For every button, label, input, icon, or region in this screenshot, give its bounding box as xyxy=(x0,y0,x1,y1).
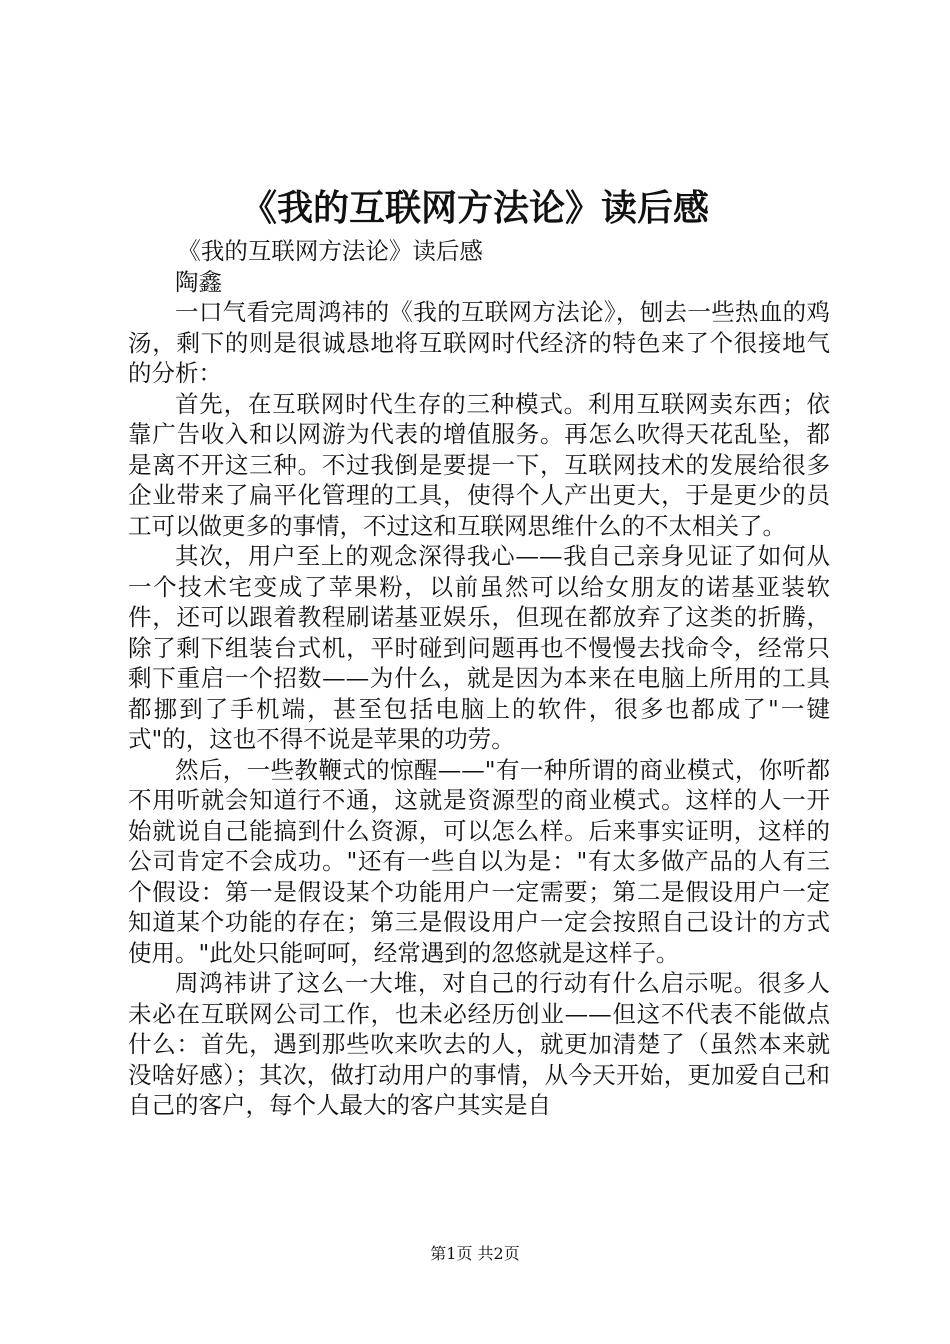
paragraph: 一口气看完周鸿祎的《我的互联网方法论》，刨去一些热血的鸡汤，剩下的则是很诚恳地将互联网时代经济的特色来了个很接地气的分析： xyxy=(128,298,830,387)
subtitle-line: 《我的互联网方法论》读后感 xyxy=(177,237,483,265)
document-title: 《我的互联网方法论》读后感 xyxy=(240,187,709,229)
document-body xyxy=(128,236,830,1121)
paragraph: 首先，在互联网时代生存的三种模式。利用互联网卖东西；依靠广告收入和以网游为代表的增值服务。再怎么吹得天花乱坠，都是离不开这三种。不过我倒是要提一下，互联网技术的发展给很多企业带来了扁平化管理的工具，使得个人产出更大，于是更少的员工可以做更多的事情，不过这和互联网思维什么的不太相关了。 xyxy=(128,389,830,540)
author-line: 陶鑫 xyxy=(175,267,222,296)
paragraph: 其次，用户至上的观念深得我心——我自己亲身见证了如何从一个技术宅变成了苹果粉，以前虽然可以给女朋友的诺基亚装软件，还可以跟着教程刷诺基亚娱乐，但现在都放弃了这类的折腾，除了剩下组装台式机，平时碰到问题再也不慢慢去找命令，经常只剩下重启一个招数——为什么，就是因为本来在电脑上所用的工具都挪到了手机端，甚至包括电脑上的软件，很多也都成了"一键式"的，这也不得不说是苹果的功劳。 xyxy=(128,542,830,753)
page-footer: 第1页 共2页 xyxy=(430,1244,520,1263)
paragraph: 然后，一些教鞭式的惊醒——"有一种所谓的商业模式，你听都不用听就会知道行不通，这就是资源型的商业模式。这样的人一开始就说自己能搞到什么资源，可以怎么样。后来事实证明，这样的公司肯定不会成功。"还有一些自以为是："有太多做产品的人有三个假设：第一是假设某个功能用户一定需要；第二是假设用户一定知道某个功能的存在；第三是假设用户一定会按照自己设计的方式使用。"此处只能呵呵，经常遇到的忽悠就是这样子。 xyxy=(128,755,830,967)
paragraph: 周鸿祎讲了这么一大堆，对自己的行动有什么启示呢。很多人未必在互联网公司工作，也未必经历创业——但这不代表不能做点什么：首先，遇到那些吹来吹去的人，就更加清楚了（虽然本来就没啥好感）；其次，做打动用户的事情，从今天开始，更加爱自己和自己的客户，每个人最大的客户其实是自 xyxy=(128,969,830,1119)
